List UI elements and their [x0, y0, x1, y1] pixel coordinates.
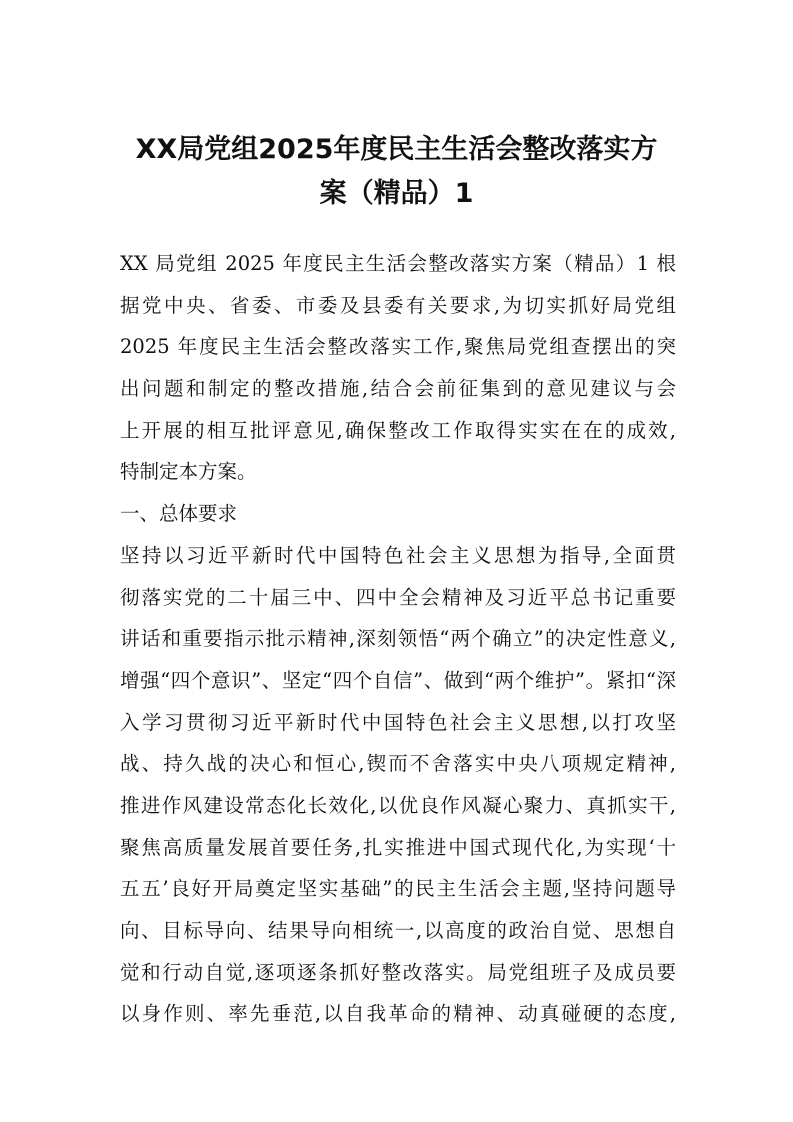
body-line: 出问题和制定的整改措施,结合会前征集到的意见建议与会 [120, 377, 676, 401]
body-line: 战、持久战的决心和恒心,锲而不舍落实中央八项规定精神, [120, 752, 676, 776]
body-line: 坚持以习近平新时代中国特色社会主义思想为指导,全面贯 [120, 543, 676, 567]
body-line: 向、目标导向、结果导向相统一,以高度的政治自觉、思想自 [120, 919, 676, 942]
section-heading: 一、总体要求 [120, 502, 238, 526]
body-line: 聚焦高质量发展首要任务,扎实推进中国式现代化,为实现‘十 [120, 835, 676, 859]
body-line: 彻落实党的二十届三中、四中全会精神及习近平总书记重要 [120, 585, 676, 609]
body-line: XX 局党组 2025 年度民主生活会整改落实方案（精品）1 根 [120, 252, 676, 275]
body-line: 上开展的相互批评意见,确保整改工作取得实实在在的成效, [120, 418, 676, 442]
body-line: 增强“四个意识”、坚定“四个自信”、做到“两个维护”。紧扣“深 [120, 668, 676, 692]
body-line: 觉和行动自觉,逐项逐条抓好整改落实。局党组班子及成员要 [120, 960, 676, 984]
body-line: 推进作风建设常态化长效化,以优良作风凝心聚力、真抓实干, [120, 793, 676, 817]
body-line: 讲话和重要指示批示精神,深刻领悟“两个确立”的决定性意义, [120, 627, 676, 651]
document-title-line-2: 案（精品）1 [319, 178, 474, 209]
body-line: 五五’良好开局奠定坚实基础”的民主生活会主题,坚持问题导 [120, 877, 676, 901]
body-line: 2025 年度民主生活会整改落实工作,聚焦局党组查摆出的突 [120, 335, 676, 359]
body-line: 以身作则、率先垂范,以自我革命的精神、动真碰硬的态度, [120, 1002, 676, 1026]
body-line: 入学习贯彻习近平新时代中国特色社会主义思想,以打攻坚 [120, 710, 676, 734]
body-line: 特制定本方案。 [120, 460, 257, 484]
document-body [120, 243, 676, 1035]
document-title-line-1: XX局党组2025年度民主生活会整改落实方 [135, 134, 658, 165]
body-line: 据党中央、省委、市委及县委有关要求,为切实抓好局党组 [120, 293, 676, 317]
